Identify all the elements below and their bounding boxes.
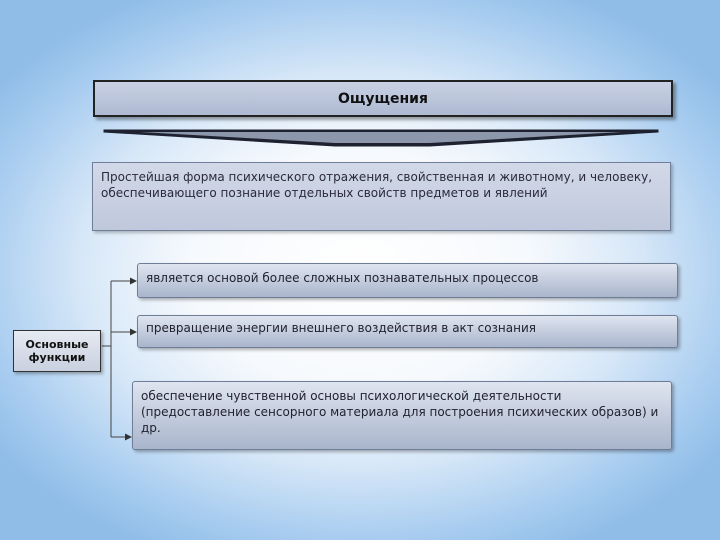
function-box-1 <box>137 263 678 298</box>
function-box-2 <box>137 315 678 348</box>
functions-label-box <box>13 330 101 372</box>
arrow-head-2 <box>130 329 137 336</box>
diagram-title: Ощущения <box>338 90 428 107</box>
functions-label: Основные функции <box>25 338 89 364</box>
function-text-3: обеспечение чувственной основы психологической деятельности (предоставление сенсорного материала для построения психических образов) и др. <box>141 389 659 435</box>
function-text-1: является основой более сложных познавательных процессов <box>146 271 539 285</box>
function-box-3 <box>132 381 672 450</box>
function-text-2: превращение энергии внешнего воздействия в акт сознания <box>146 321 536 335</box>
arrow-head-3 <box>125 434 132 441</box>
definition-box <box>92 162 671 231</box>
title-box <box>93 80 673 117</box>
arrow-head-1 <box>130 278 137 285</box>
definition-text: Простейшая форма психического отражения, свойственная и животному, и человеку, обеспечивающего познание отдельных свойств предметов и явлений <box>101 170 653 200</box>
